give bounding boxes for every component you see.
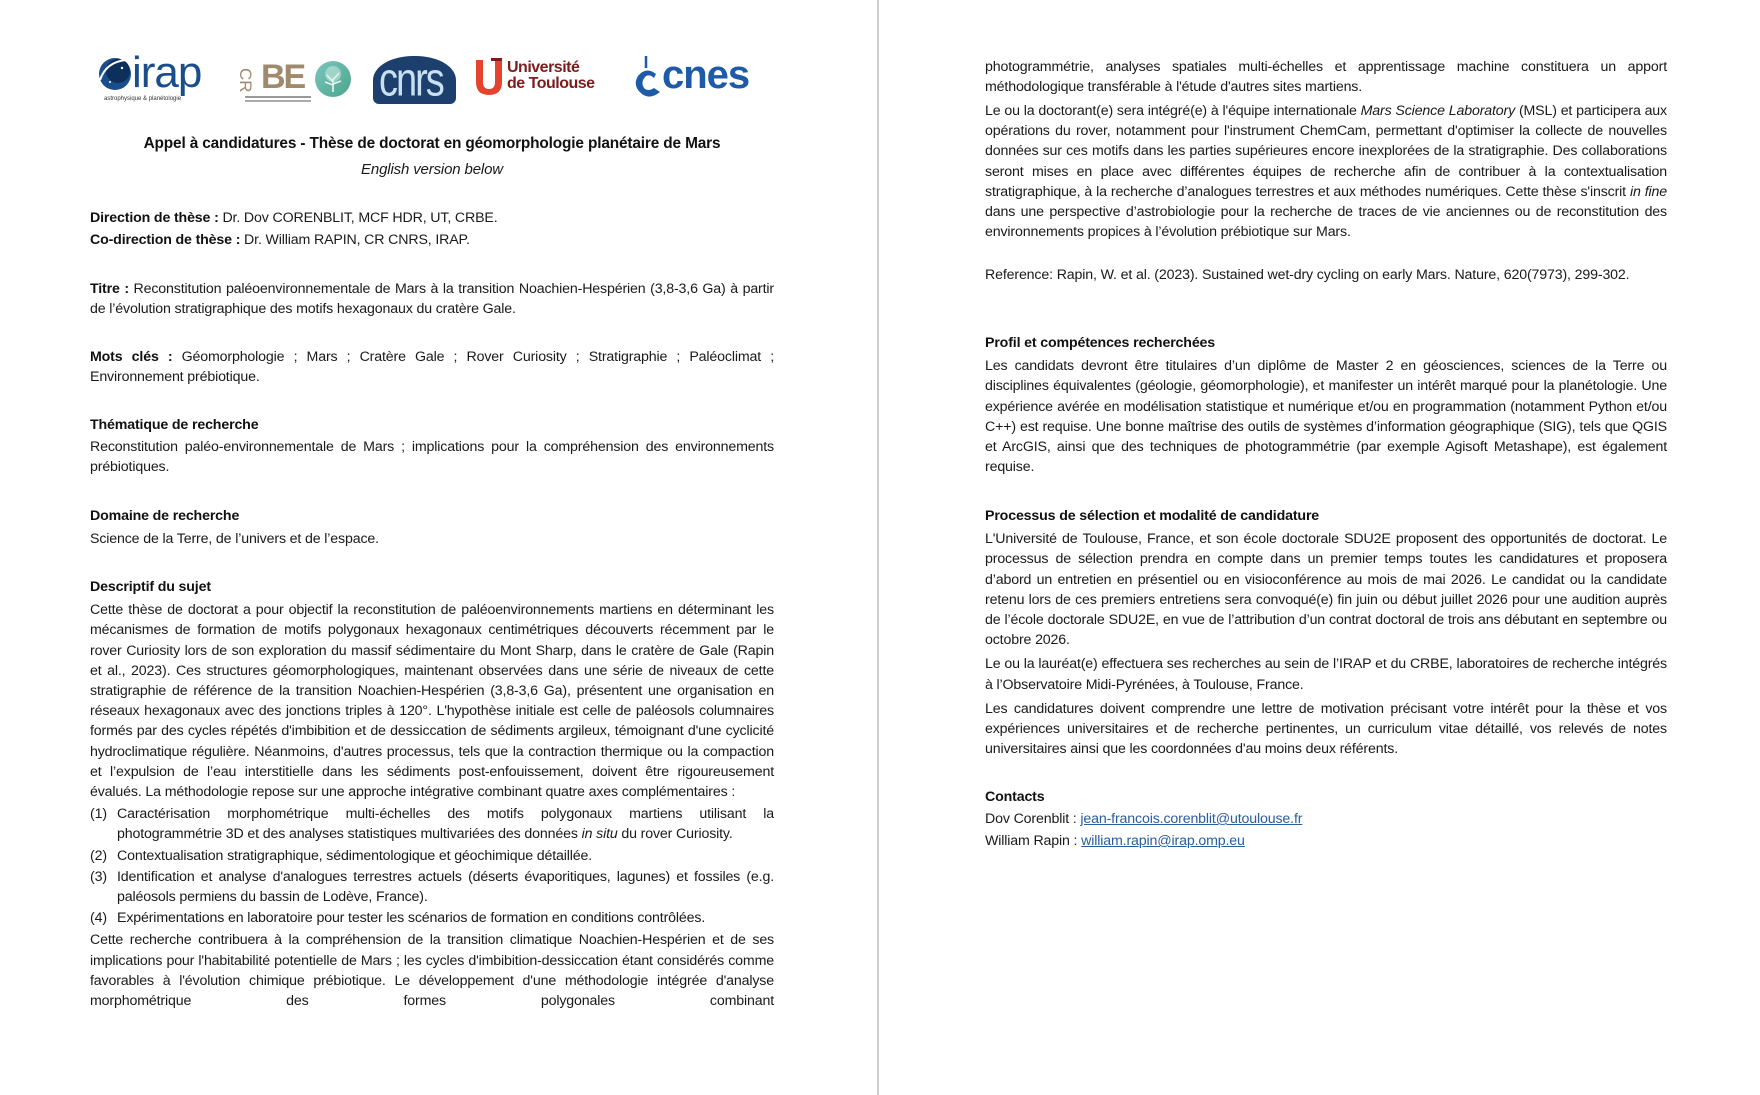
left-column [90, 0, 774, 1095]
cnrs-wordmark: cnrs [379, 54, 443, 107]
descriptif-outro: Cette recherche contribuera à la compréhension de la transition climatique Noachien-Hespérien et de ses implications pour l'habitabilité potentielle de Mars ; les cycles d'imbibition-dessiccation étant considérés comme favorables à l'évolution chimique prébiotique. Le développement d'une méthodologie intégrée d'analyse morphométrique des formes polygonales combinant [90, 932, 774, 1010]
msl-paragraph [985, 101, 1667, 242]
direction-line [90, 208, 774, 228]
profil-body: Les candidats devront être titulaires d’un diplôme de Master 2 en géosciences, sciences de la Terre ou disciplines équivalentes (géologie, géomorphologie), et manifester un intérêt marqué pour la planétologie. Une expérience avérée en modélisation statistique et numérique et/ou en programmation (notamment Python et/ou C++) est requise. Une bonne maîtrise des outils de systèmes d’information géographique (SIG), tels que QGIS et ArcGIS, ainsi que des techniques de photogrammétrie (par exemple Agisoft Metashape), est également requise. [985, 358, 1667, 476]
axis-text: Contextualisation stratigraphique, sédimentologique et géochimique détaillée. [117, 847, 593, 864]
axis-text: Identification et analyse d'analogues terrestres actuels (déserts évaporitiques, lagunes) et fossiles (e.g. paléosols permiens du bassin de Lodève, France). [117, 868, 774, 906]
direction-value: Dr. Dov CORENBLIT, MCF HDR, UT, CRBE. [218, 210, 498, 226]
codirection-label: Co-direction de thèse : [90, 232, 241, 248]
right-column [985, 0, 1667, 1095]
ut-line1: Université [507, 59, 580, 76]
irap-tagline: astrophysique & planétologie [104, 96, 182, 102]
codirection-value: Dr. William RAPIN, CR CNRS, IRAP. [240, 232, 470, 248]
axis-item [90, 908, 774, 928]
axis-italic: in situ [581, 826, 618, 843]
thematique-body: Reconstitution paléo-environnementale de Mars ; implications pour la compréhension des environnements prébiotiques. [90, 439, 774, 476]
contacts-section [985, 786, 1667, 852]
cnes-wordmark: cnes [662, 53, 750, 97]
msl-text-mid: (MSL) et participera aux opérations du rover, notamment pour l'instrument ChemCam, permettant d'optimiser la collecte de nouvelles données sur ces motifs dans les parties supérieures encore inexplorées de la stratigraphie. Des collaborations seront mises en place avec différentes équipes de recherche afin de contribuer à la contextualisation stratigraphique, à la recherche d’analogues terrestres et aux méthodes numériques. Cette thèse s'inscrit [985, 103, 1667, 200]
page-subtitle: English version below [361, 161, 503, 178]
contact-name: William Rapin : [985, 833, 1082, 849]
descriptif-section [90, 577, 774, 1011]
axis-number: (2) [90, 847, 107, 864]
axis-item [90, 846, 774, 866]
irap-wordmark: irap [132, 48, 202, 97]
axis-number: (4) [90, 910, 107, 927]
in-fine-italic: in fine [1629, 183, 1667, 200]
msl-text-end: dans une perspective d’astrobiologie pour la recherche de traces de vie anciennes ou de reconstitution des environnements propices à l’évolution prébiotique sur Mars. [985, 204, 1667, 241]
contact-line [985, 808, 1667, 830]
contact-email-link[interactable]: jean-francois.corenblit@utoulouse.fr [1080, 811, 1303, 827]
crbe-be: BE [261, 58, 305, 96]
page-title: Appel à candidatures - Thèse de doctorat en géomorphologie planétaire de Mars [143, 135, 721, 152]
profil-heading: Profil et compétences recherchées [985, 335, 1216, 351]
reference-paragraph: Reference: Rapin, W. et al. (2023). Sustained wet-dry cycling on early Mars. Nature, 620(7973), 299-302. [985, 267, 1630, 283]
crbe-cr: CR [236, 68, 255, 93]
processus-p3: Les candidatures doivent comprendre une lettre de motivation précisant votre intérêt pour la thèse et vos expériences universitaires et de recherche pertinentes, un curriculum vitae détaillé, vos relevés de notes universitaires ainsi que les coordonnées d'au moins deux référents. [985, 700, 1667, 758]
axis-text: Expérimentations en laboratoire pour tester les scénarios de formation en conditions contrôlées. [117, 910, 706, 927]
contact-name: Dov Corenblit : [985, 811, 1081, 827]
contact-line [985, 830, 1667, 852]
titre-label: Titre : [90, 281, 129, 297]
codirection-line [90, 230, 774, 250]
titre-paragraph [90, 279, 774, 319]
processus-p2: Le ou la lauréat(e) effectuera ses recherches au sein de l’IRAP et du CRBE, laboratoires de recherche intégrés à l’Observatoire Midi-Pyrénées, à Toulouse, France. [985, 656, 1667, 693]
descriptif-continued: photogrammétrie, analyses spatiales multi-échelles et apprentissage machine constituera un apport méthodologique transférable à l'étude d'autres sites martiens. [985, 59, 1667, 96]
ut-line2: de Toulouse [507, 75, 595, 92]
msl-italic: Mars Science Laboratory [1360, 103, 1516, 119]
axis-item [90, 867, 774, 907]
titre-value: Reconstitution paléoenvironnementale de Mars à la transition Noachien-Hespérien (3,8-3,6 Ga) à partir de l’évolution stratigraphique des motifs hexagonaux du cratère Gale. [90, 281, 774, 318]
mots-cles-label: Mots clés : [90, 349, 173, 365]
thematique-section [90, 415, 774, 478]
contacts-heading: Contacts [985, 789, 1045, 805]
processus-section [985, 506, 1667, 759]
domaine-body: Science de la Terre, de l’univers et de l’espace. [90, 531, 379, 548]
domaine-section [90, 506, 774, 549]
descriptif-axes-list [90, 804, 774, 928]
direction-label: Direction de thèse : [90, 210, 219, 226]
thematique-heading: Thématique de recherche [90, 417, 259, 433]
contact-email-link[interactable]: william.rapin@irap.omp.eu [1081, 833, 1245, 849]
page-divider [877, 0, 879, 1095]
descriptif-heading: Descriptif du sujet [90, 579, 211, 595]
axis-number: (3) [90, 868, 107, 885]
processus-p1: L'Université de Toulouse, France, et son école doctorale SDU2E proposent des opportunités de doctorat. Le processus de sélection prendra en compte dans un premier temps toutes les candidatures et proposera d’abord un entretien en présentiel ou en visioconférence au mois de mai 2026. Le candidat ou la candidate retenu lors de ces premiers entretiens sera convoqué(e) fin juin ou début juillet 2026 pour une audition auprès de l’école doctorale SDU2E, en vue de l’attribution d’un contrat doctoral de trois ans débutant en septembre ou octobre 2026. [985, 531, 1667, 649]
domaine-heading: Domaine de recherche [90, 508, 240, 524]
mots-cles-value: Géomorphologie ; Mars ; Cratère Gale ; Rover Curiosity ; Stratigraphie ; Paléoclimat ; Environnement prébiotique. [90, 349, 775, 386]
msl-text: Le ou la doctorant(e) sera intégré(e) à l'équipe internationale [985, 103, 1361, 119]
profil-section [985, 333, 1667, 477]
axis-text: Caractérisation morphométrique multi-échelles des motifs polygonaux martiens utilisant la photogrammétrie 3D et des analyses statistiques multivariées des données [117, 806, 774, 843]
mots-cles-paragraph [90, 347, 774, 387]
axis-text-end: du rover Curiosity. [617, 826, 733, 843]
processus-heading: Processus de sélection et modalité de candidature [985, 508, 1320, 524]
axis-number: (1) [90, 806, 107, 823]
descriptif-intro: Cette thèse de doctorat a pour objectif la reconstitution de paléoenvironnements martiens en déterminant les mécanismes de formation de motifs polygonaux hexagonaux centimétriques découverts récemment par le rover Curiosity lors de son exploration du massif sédimentaire du Mont Sharp, dans le cratère de Gale (Rapin et al., 2023). Ces structures géomorphologiques, maintenant observées dans une série de niveaux de cette stratigraphie de référence de la transition Noachien-Hespérien (3,8-3,6 Ga), présentent une organisation en réseaux hexagonaux avec des jonctions triples à 120°. L'hypothèse initiale est celle de paléosols columnaires formés par des cycles répétés d'imbibition et de dessiccation de sédiments argileux, témoignant d'une cyclicité hydroclimatique régulière. Néanmoins, d'autres processus, tels que la contraction thermique ou la compaction et l’expulsion de l’eau interstitielle dans les sédiments post-enfouissement, doivent être rigoureusement évalués. La méthodologie repose sur une approche intégrative combinant quatre axes complémentaires : [90, 602, 774, 801]
axis-item [90, 804, 774, 844]
